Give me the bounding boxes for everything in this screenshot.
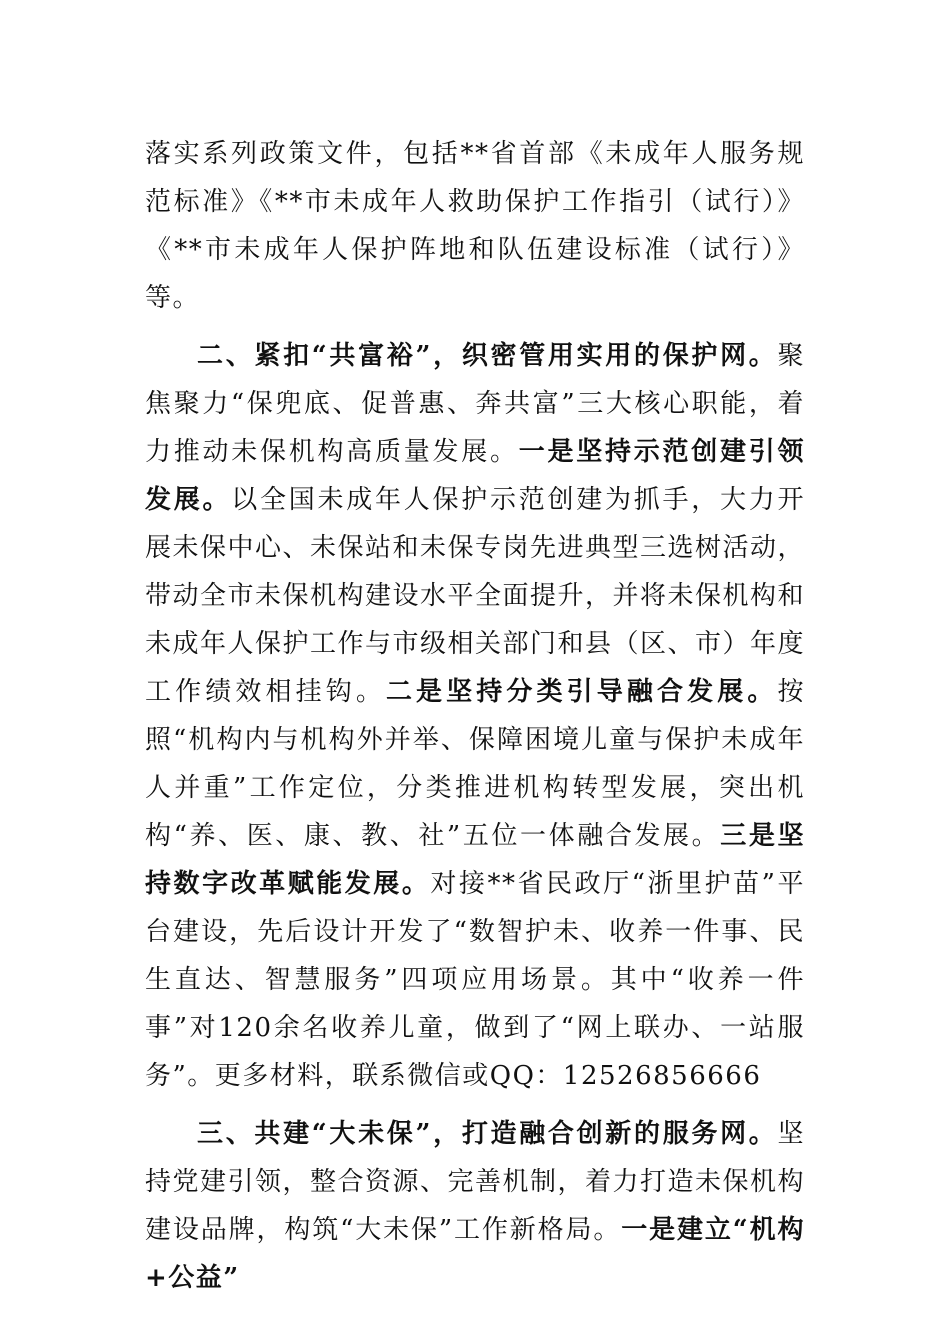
text-segment: 对接**省民政厅“浙里护苗”平台建设，先后设计开发了“数智护未、收养一件事、民生直达、智慧服务”四项应用场景。其中“收养一件事”对120余名收养儿童，做到了“网上联办、一站服务”。更多材料，联系微信或QQ：12526856666 xyxy=(145,869,805,1091)
text-segment: 坚持党建引领，整合资源、完善机制，着力打造未保机构建设品牌，构筑“大未保”工作新格局。 xyxy=(145,1119,806,1245)
text-segment: 聚焦聚力“保兜底、促普惠、奔共富”三大核心职能，着力推动未保机构高质量发展。 xyxy=(145,341,805,467)
text-segment: 以全国未成年人保护示范创建为抓手，大力开展未保中心、未保站和未保专岗先进典型三选树活动，带动全市未保机构建设水平全面提升，并将未保机构和未成年人保护工作与市级相关部门和县（区、市）年度工作绩效相挂钩。 xyxy=(145,485,806,707)
subpoint-heading: 三是坚持数字改革赋能发展。 xyxy=(145,821,805,899)
text-segment: 按照“机构内与机构外并举、保障困境儿童与保护未成年人并重”工作定位，分类推进机构转型发展，突出机构“养、医、康、教、社”五位一体融合发展。 xyxy=(145,677,805,851)
paragraph-policy-documents xyxy=(145,130,805,322)
subpoint-heading: 一是建立“机构+公益” xyxy=(145,1215,805,1293)
section-heading: 二、紧扣“共富裕”，织密管用实用的保护网。 xyxy=(197,341,778,371)
subpoint-heading: 一是坚持示范创建引领发展。 xyxy=(145,437,805,515)
text-segment: 落实系列政策文件，包括**省首部《未成年人服务规范标准》《**市未成年人救助保护工作指引（试行）》《**市未成年人保护阵地和队伍建设标准（试行）》等。 xyxy=(145,139,805,313)
section-heading: 三、共建“大未保”，打造融合创新的服务网。 xyxy=(197,1119,778,1149)
subpoint-heading: 二是坚持分类引导融合发展。 xyxy=(385,677,778,707)
paragraph-section-three xyxy=(145,1110,805,1302)
paragraph-section-two xyxy=(145,332,805,1100)
